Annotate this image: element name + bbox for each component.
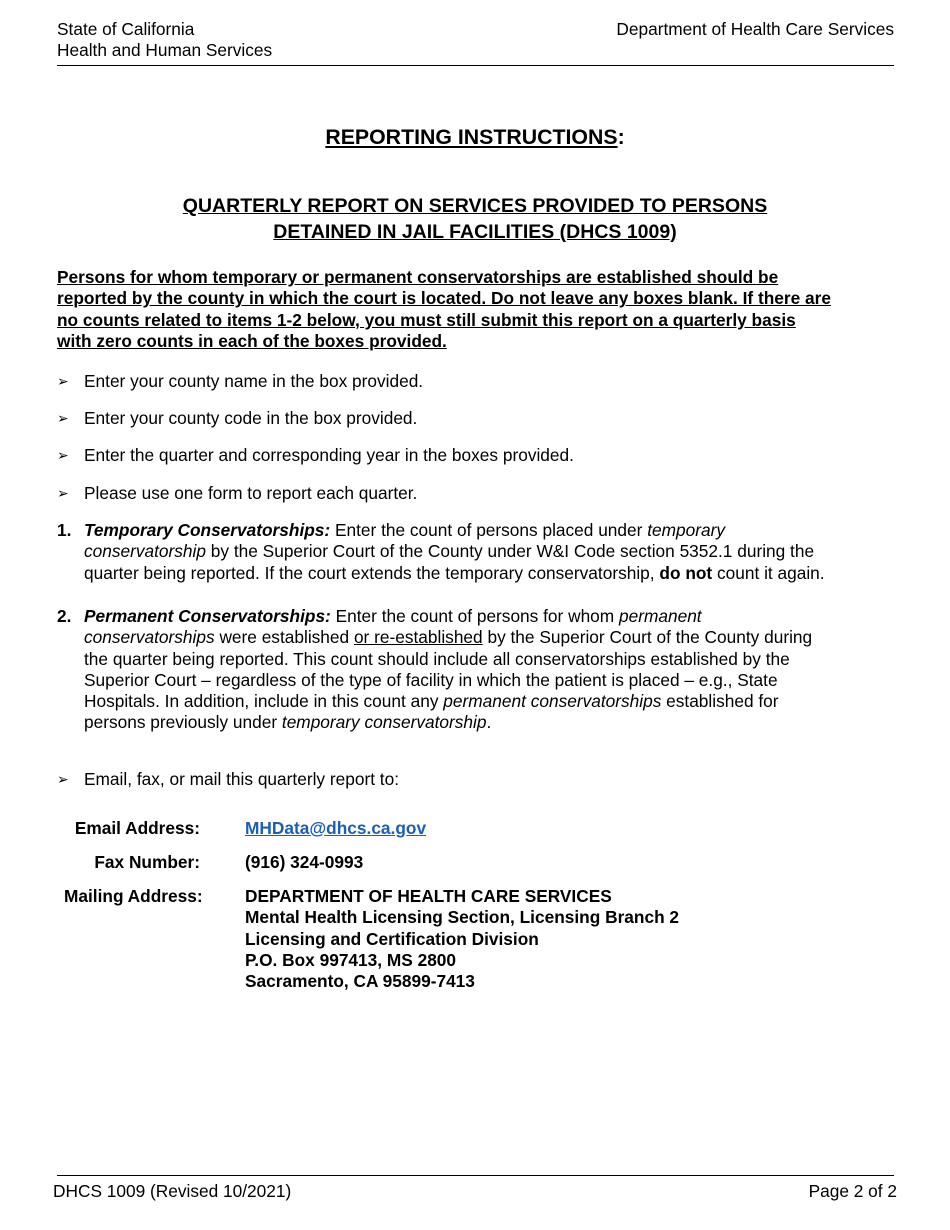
intro-line-4-text: with zero counts in each of the boxes provided [57,330,443,351]
header-department: Department of Health Care Services [616,19,894,39]
item2-text: by the Superior Court of the County during [482,627,813,648]
intro-line-4-period: . [442,330,447,351]
bullet-text: Please use one form to report each quarter. [84,483,418,503]
footer-divider [57,1175,894,1176]
item-body [84,606,904,734]
item2-text: were established [214,627,354,648]
fax-value: (916) 324-0993 [245,852,364,872]
page-title-colon: : [617,125,625,149]
item1-heading: Temporary Conservatorships: [84,520,331,540]
header-divider [57,65,894,66]
arrow-bullet-icon: ➢ [57,373,69,389]
report-subtitle [0,193,950,245]
item2-italic: conservatorships [84,627,215,648]
intro-line-3: no counts related to items 1-2 below, you must still submit this report on a quarterly basis [57,309,796,330]
item2-underlined: or re-established [353,627,483,648]
item1-text: quarter being reported. If the court extends the temporary conservatorship, [84,562,660,583]
email-link[interactable]: MHData@dhcs.ca.gov [245,818,427,838]
subtitle-line-2: DETAINED IN JAIL FACILITIES (DHCS 1009) [273,221,677,243]
fax-label: Fax Number: [94,852,200,872]
arrow-bullet-icon: ➢ [57,771,69,787]
page-title [0,124,950,150]
arrow-bullet-icon: ➢ [57,447,69,463]
item-number: 1. [57,520,72,540]
item2-text: Hospitals. In addition, include in this count any [84,691,444,712]
item1-text: Enter the count of persons placed under [330,520,648,540]
item-body [84,520,904,584]
item-number: 2. [57,606,72,626]
item2-text: Enter the count of persons for whom [330,606,619,626]
header-state: State of California [57,19,195,39]
page-header-left [57,19,357,61]
footer-page-number: Page 2 of 2 [808,1181,897,1201]
mail-line-5: Sacramento, CA 95899-7413 [245,971,475,992]
mail-line-2: Mental Health Licensing Section, Licensing Branch 2 [245,907,680,928]
subtitle-line-1: QUARTERLY REPORT ON SERVICES PROVIDED TO PERSONS [182,195,768,217]
bullet-text: Enter your county name in the box provided. [84,371,424,391]
item1-italic: conservatorship [84,541,206,562]
mail-label: Mailing Address: [64,886,203,906]
item1-bold: do not [659,562,713,583]
item1-line-1 [84,520,904,541]
intro-line-2: reported by the county in which the court is located. Do not leave any boxes blank. If there are [57,288,831,309]
item1-text: by the Superior Court of the County under W&I Code section 5352.1 during the [206,541,815,562]
mail-line-1: DEPARTMENT OF HEALTH CARE SERVICES [245,886,612,906]
email-label: Email Address: [74,818,200,838]
arrow-bullet-icon: ➢ [57,410,69,426]
intro-line-4 [57,331,897,352]
arrow-bullet-icon: ➢ [57,485,69,501]
item1-line-2 [84,541,904,562]
item2-line-3: the quarter being reported. This count should include all conservatorships established by the [84,648,790,669]
item2-line-2 [84,627,904,648]
item2-text: established for [661,691,779,712]
item1-text: count it again. [712,562,825,583]
item2-line-6 [84,712,904,733]
item1-italic: temporary [647,520,725,540]
email-value [245,818,426,839]
item2-italic: permanent [618,606,702,626]
header-agency: Health and Human Services [57,40,273,60]
item2-italic: permanent conservatorships [443,691,662,712]
item2-text: persons previously under [84,712,282,733]
bullet-text: Enter your county code in the box provided. [84,408,418,428]
intro-paragraph [57,267,897,352]
item2-line-4: Superior Court – regardless of the type of facility in which the patient is placed – e.g., State [84,669,778,690]
footer-form-id: DHCS 1009 (Revised 10/2021) [53,1181,292,1201]
bullet-text: Enter the quarter and corresponding year in the boxes provided. [84,445,574,465]
mailing-address [245,886,679,992]
bullet-text: Email, fax, or mail this quarterly report to: [84,769,400,789]
item2-line-1 [84,606,904,627]
item2-text: . [486,712,492,733]
mail-line-3: Licensing and Certification Division [245,928,539,949]
page-title-text: REPORTING INSTRUCTIONS [325,125,618,149]
item1-line-3 [84,563,904,584]
mail-line-4: P.O. Box 997413, MS 2800 [245,949,457,970]
intro-line-1: Persons for whom temporary or permanent conservatorships are established should be [57,267,779,287]
item2-italic: temporary conservatorship [281,712,487,733]
item2-line-5 [84,691,904,712]
item2-heading: Permanent Conservatorships: [84,606,331,626]
